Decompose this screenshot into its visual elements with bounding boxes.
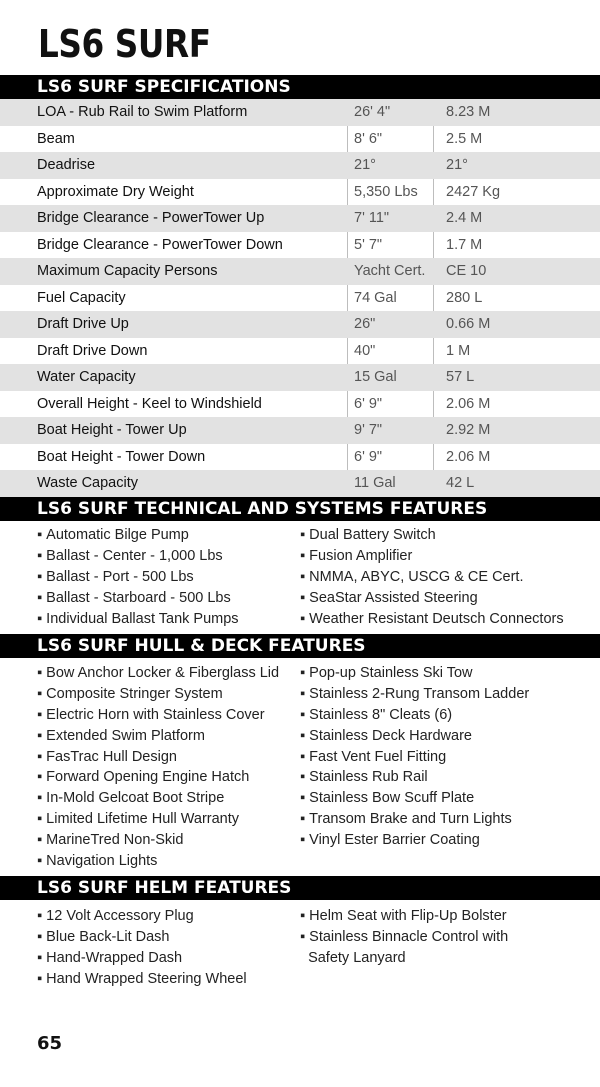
feature-item: ▪ Extended Swim Platform [37,726,279,747]
feature-item: ▪ Automatic Bilge Pump [37,525,239,546]
spec-imperial-value: 8' 6" [354,130,383,147]
page-title: LS6 SURF [38,22,211,66]
technical-features-left [37,525,239,629]
spec-label: Bridge Clearance - PowerTower Up [37,210,265,226]
spec-row [0,417,600,444]
feature-item: ▪ Vinyl Ester Barrier Coating [300,830,529,851]
spec-row [0,285,600,312]
feature-item: ▪ FasTrac Hull Design [37,747,279,768]
spec-metric-value: 280 L [446,289,483,306]
spec-row [0,338,600,365]
feature-item: ▪ Stainless 8" Cleats (6) [300,705,529,726]
spec-metric-value: 21° [446,157,468,173]
spec-row [0,391,600,418]
spec-row [0,126,600,153]
feature-item: ▪ Electric Horn with Stainless Cover [37,705,279,726]
feature-item: ▪ Forward Opening Engine Hatch [37,767,279,788]
feature-item: ▪ Ballast - Center - 1,000 Lbs [37,546,239,567]
spec-label: Bridge Clearance - PowerTower Down [37,236,283,253]
specs-table [0,99,600,497]
feature-item: ▪ 12 Volt Accessory Plug [37,906,247,927]
spec-label: Beam [37,130,75,147]
spec-metric-value: 0.66 M [446,316,491,332]
page-number: 65 [37,1033,63,1054]
helm-heading: LS6 SURF HELM FEATURES [0,876,600,900]
spec-label: LOA - Rub Rail to Swim Platform [37,104,248,120]
spec-metric-value: 42 L [446,475,475,491]
spec-imperial-value: 9' 7" [354,422,383,438]
spec-imperial-value: 11 Gal [354,475,396,491]
spec-metric-value: 2427 Kg [446,183,501,200]
spec-row [0,470,600,497]
spec-imperial-value: 40" [354,342,376,359]
feature-item: ▪ Stainless Binnacle Control with [300,927,508,948]
feature-item: ▪ Navigation Lights [37,851,279,872]
spec-metric-value: 2.5 M [446,130,483,147]
technical-heading: LS6 SURF TECHNICAL AND SYSTEMS FEATURES [0,497,600,521]
hull-features-left [37,663,279,872]
spec-imperial-value: 74 Gal [354,289,397,306]
spec-imperial-value: 7' 11" [354,210,390,226]
spec-label: Boat Height - Tower Up [37,422,187,438]
spec-row [0,205,600,232]
spec-metric-value: 2.06 M [446,395,491,412]
spec-metric-value: 1 M [446,342,471,359]
hull-deck-heading: LS6 SURF HULL & DECK FEATURES [0,634,600,658]
spec-imperial-value: 6' 9" [354,448,383,465]
feature-item: ▪ Fast Vent Fuel Fitting [300,747,529,768]
feature-item: ▪ Ballast - Starboard - 500 Lbs [37,588,239,609]
helm-features-left [37,906,247,990]
feature-item: ▪ Bow Anchor Locker & Fiberglass Lid [37,663,279,684]
spec-label: Deadrise [37,157,96,173]
spec-row [0,152,600,179]
feature-item: ▪ Individual Ballast Tank Pumps [37,609,239,630]
feature-item: ▪ In-Mold Gelcoat Boot Stripe [37,788,279,809]
spec-label: Waste Capacity [37,475,138,491]
spec-row [0,311,600,338]
spec-row [0,258,600,285]
spec-row [0,364,600,391]
feature-item: ▪ Limited Lifetime Hull Warranty [37,809,279,830]
spec-label: Overall Height - Keel to Windshield [37,395,262,412]
spec-label: Water Capacity [37,369,136,385]
feature-item: ▪ Weather Resistant Deutsch Connectors [300,609,564,630]
feature-item: ▪ Hand Wrapped Steering Wheel [37,969,247,990]
spec-metric-value: 57 L [446,369,475,385]
feature-item: ▪ Stainless Rub Rail [300,767,529,788]
spec-metric-value: CE 10 [446,263,487,279]
feature-item: ▪ Ballast - Port - 500 Lbs [37,567,239,588]
feature-item: ▪ Pop-up Stainless Ski Tow [300,663,529,684]
spec-label: Draft Drive Up [37,316,129,332]
spec-row [0,232,600,259]
spec-imperial-value: 5,350 Lbs [354,183,418,200]
spec-row [0,444,600,471]
spec-label: Fuel Capacity [37,289,126,306]
spec-imperial-value: Yacht Cert. [354,263,426,279]
spec-metric-value: 2.92 M [446,422,491,438]
spec-imperial-value: 6' 9" [354,395,383,412]
technical-features-right [300,525,564,629]
spec-row [0,179,600,206]
feature-item: ▪ Hand-Wrapped Dash [37,948,247,969]
spec-imperial-value: 26' 4" [354,104,391,120]
hull-features-right [300,663,529,851]
spec-metric-value: 2.06 M [446,448,491,465]
helm-features-right [300,906,508,969]
feature-item: ▪ MarineTred Non-Skid [37,830,279,851]
feature-item: ▪ Blue Back-Lit Dash [37,927,247,948]
spec-label: Approximate Dry Weight [37,183,194,200]
spec-imperial-value: 21° [354,157,376,173]
feature-item: ▪ NMMA, ABYC, USCG & CE Cert. [300,567,564,588]
feature-item: ▪ SeaStar Assisted Steering [300,588,564,609]
feature-item-continuation: Safety Lanyard [308,949,406,966]
feature-item: ▪ Composite Stringer System [37,684,279,705]
spec-metric-value: 2.4 M [446,210,483,226]
spec-metric-value: 8.23 M [446,104,491,120]
feature-item: ▪ Helm Seat with Flip-Up Bolster [300,906,508,927]
spec-imperial-value: 15 Gal [354,369,397,385]
spec-row [0,99,600,126]
specs-heading: LS6 SURF SPECIFICATIONS [0,75,600,99]
feature-item: ▪ Stainless Bow Scuff Plate [300,788,529,809]
spec-imperial-value: 26" [354,316,376,332]
feature-item: ▪ Fusion Amplifier [300,546,564,567]
spec-label: Maximum Capacity Persons [37,263,218,279]
feature-item: ▪ Stainless 2-Rung Transom Ladder [300,684,529,705]
spec-metric-value: 1.7 M [446,236,483,253]
spec-label: Boat Height - Tower Down [37,448,206,465]
feature-item: ▪ Stainless Deck Hardware [300,726,529,747]
feature-item: ▪ Transom Brake and Turn Lights [300,809,529,830]
spec-imperial-value: 5' 7" [354,236,383,253]
feature-item: ▪ Dual Battery Switch [300,525,564,546]
spec-label: Draft Drive Down [37,342,148,359]
